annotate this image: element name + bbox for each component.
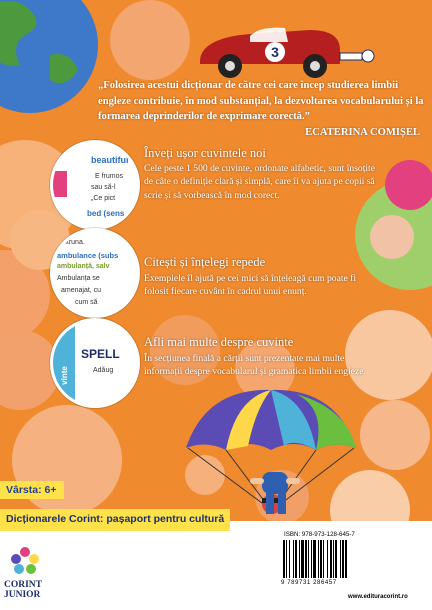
section-title: Citești și înțelegi repede [144, 255, 266, 269]
thumb-line: sau să-l [91, 184, 116, 191]
thumb-line: bed (sens [87, 209, 125, 218]
earth-globe-illustration [0, 0, 100, 115]
decor-bubble [385, 160, 432, 210]
parachutist-illustration [240, 470, 320, 521]
section-title: Înveți ușor cuvintele noi [144, 146, 266, 160]
section-text: Cele peste 1 500 de cuvinte, ordonate alfabetic, sunt însoțite de câte o definiție clară și simplă, care îi va ajuta pe copii să scrie și să vorbească în mod corect. [144, 163, 375, 201]
publisher-name-line1: CORINT [4, 580, 43, 590]
barcode-graphic [282, 540, 366, 580]
thumb-line: vinte [59, 366, 69, 385]
age-label: Vârsta: 6+ [0, 481, 64, 499]
thumb-line: SPELL [81, 347, 120, 361]
race-car-illustration [190, 20, 380, 82]
car-number: 3 [271, 44, 279, 60]
dictionary-sample-thumbnail [50, 228, 140, 318]
website-text: www.edituracorint.ro [348, 594, 408, 600]
thumb-line: „Ce pict [91, 195, 116, 202]
decor-bubble [110, 0, 190, 80]
isbn-text: ISBN: 978-973-128-645-7 [284, 531, 355, 538]
thumb-line: ntruna. [63, 239, 85, 246]
thumb-line: Ambulanța se [57, 275, 100, 282]
section-text: Exemplele îl ajută pe cei mici să înțeleagă cum poate fi folosit fiecare cuvânt în cadrul unui enunț. [144, 273, 357, 298]
barcode-digits: 9 789731 286457 [281, 580, 337, 586]
publisher-logo-text [4, 580, 42, 600]
section-title: Afli mai multe despre cuvinte [144, 335, 294, 349]
publisher-name-line2: JUNIOR [4, 590, 41, 600]
thumb-line: ambulance (subs [57, 251, 119, 260]
quote-text: „Folosirea acestui dicționar de către cei care încep studierea limbii engleze contribuie, în mod substanțial, la dezvoltarea vocabularului și la formarea deprinderilor de exprimare corectă.” [98, 80, 424, 122]
dictionary-sample-thumbnail [50, 140, 140, 230]
thumb-line: ambulanță, salv [57, 263, 110, 270]
corint-logo-icon [10, 545, 40, 577]
section-text: În secțiunea finală a cărții sunt prezentate mai multe informații despre vocabularul și gramatica limbii engleze. [144, 353, 366, 378]
thumb-line: amenajat, cu [61, 287, 102, 294]
testimonial-quote [98, 78, 426, 140]
thumb-line: cum să [75, 299, 98, 306]
series-title-band [0, 509, 230, 531]
decor-bubble [370, 215, 414, 259]
dictionary-sample-thumbnail [50, 318, 140, 408]
series-title: Dicționarele Corint: pașaport pentru cultură [6, 513, 225, 525]
thumb-line: Adăug [93, 367, 114, 374]
thumb-line: E frumos [95, 173, 124, 180]
quote-author: ECATERINA COMIȘEL [305, 126, 420, 138]
thumb-line: beautiful [91, 155, 129, 165]
decor-bubble [360, 400, 430, 470]
